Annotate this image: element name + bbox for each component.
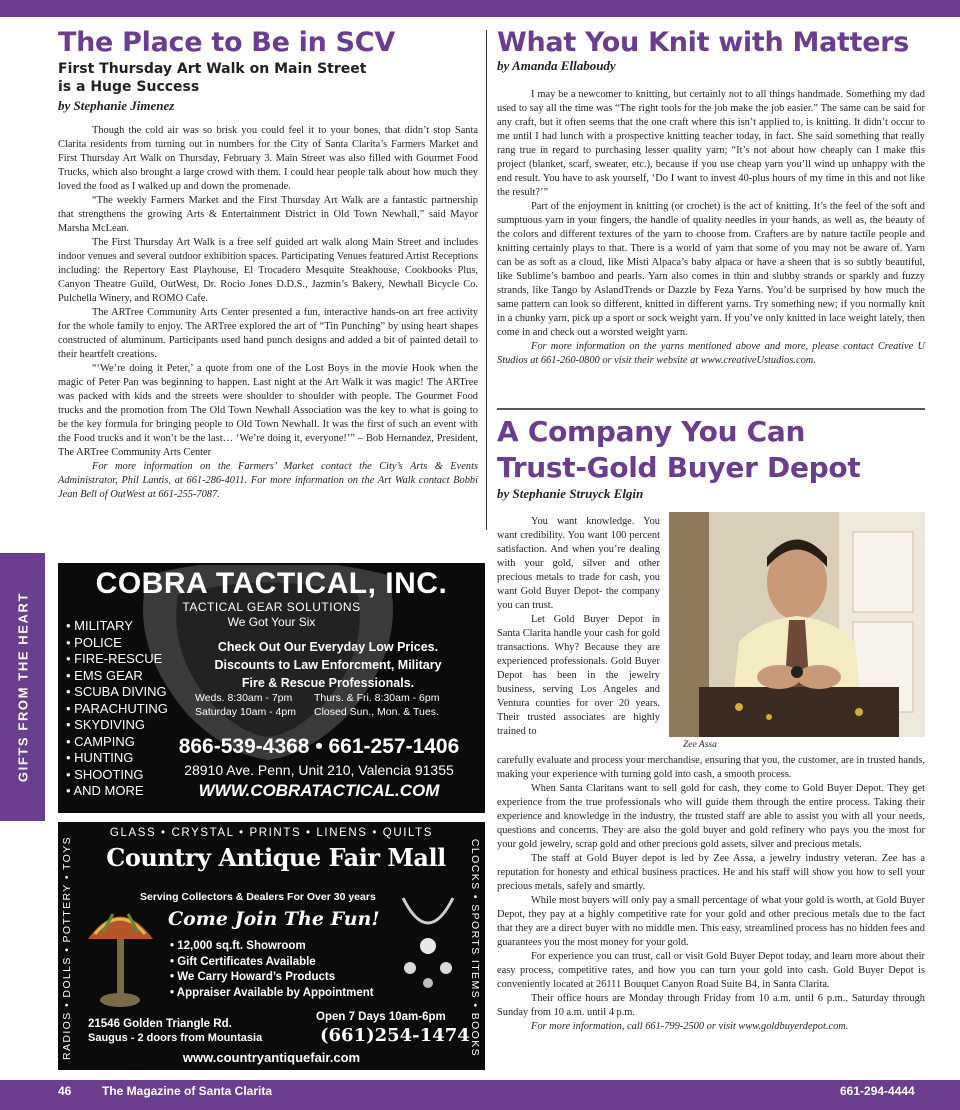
list-item: • PARACHUTING	[66, 701, 168, 718]
article-knitting	[497, 26, 925, 368]
paragraph: You want knowledge. You want credibility. You want 100 percent satisfaction. And when you’re dealing with your gold, silver and other precious metals to trade for cash, you want Gold Buyer Depot- the company you can trust.	[497, 516, 660, 611]
antique-phone: (661)254-1474	[320, 1025, 470, 1046]
antique-serving: Serving Collectors & Dealers For Over 30 years	[140, 891, 376, 903]
list-item: • 12,000 sq.ft. Showroom	[170, 939, 374, 955]
cobra-hours: Saturday 10am - 4pm	[195, 706, 296, 718]
paragraph: While most buyers will only pay a small percentage of what your gold is worth, at Gold Buyer Depot, they pay at a highly competitive rate for your gold and other precious metals due to the fact that they are a direct buyer with no middle men. This easy, streamlined process has no hidden fees and guarantees you the most money for your gold.	[497, 895, 925, 948]
article-gold-buyer-note: For more information, call 661-799-2500 or visit www.goldbuyerdepot.com.	[531, 1021, 849, 1032]
cobra-promo-line: Check Out Our Everyday Low Prices.	[217, 640, 439, 654]
photo-caption: Zee Assa	[683, 740, 717, 750]
cobra-tagline: TACTICAL GEAR SOLUTIONS	[182, 600, 361, 614]
cobra-promo	[198, 638, 458, 692]
list-item: • AND MORE	[66, 783, 168, 800]
top-color-bar	[0, 0, 960, 17]
article-divider	[497, 408, 925, 410]
cobra-slogan: We Got Your Six	[227, 615, 316, 629]
country-antique-ad[interactable]	[58, 822, 485, 1070]
list-item: • SKYDIVING	[66, 717, 168, 734]
article-knitting-note: For more information on the yarns mentioned above and more, please contact Creative U Studios at 661-260-0800 or visit their website at www.creativeUstudios.com.	[497, 341, 925, 366]
paragraph: I may be a newcomer to knitting, but certainly not to all things handmade. Something my dad used to say all the time was “The right tools for the job make the job easier.” The same can be said for any craft, but it often seems that the one craft where this isn’t applied to, is knitting. It didn’t occur to me until I had lunch with a prospective knitting teacher today, in fact. She said something that really rang true in regard to purchasing lesser quality yarn; “It’s not about how cheaply can I make this project (blanket, scarf, sweater, etc.), because if you use cheap yarn you’ll wind up unhappy with the end result. You have to ask yourself, ‘Do I want to invest 40-plus hours of my time in this and not like the result?’”	[497, 89, 925, 198]
list-item: • MILITARY	[66, 618, 168, 635]
paragraph: The ARTree Community Arts Center presented a fun, interactive hands-on art free activity for the whole family to enjoy. The ARTree explored the art of “Tin Punching” by using heart shapes constructed of aluminum. Participants used hand punch designs and added a bit of painted detail to their heartfelt creations.	[58, 307, 478, 360]
list-item: • Gift Certificates Available	[170, 955, 374, 971]
article-art-walk-note: For more information on the Farmers’ Market contact the City’s Arts & Events Administrator, Phil Lantis, at 661-286-4011. For more information on the Art Walk contact Bobbi Jean Bell of OutWest at 661-255-7087.	[58, 461, 478, 500]
tiffany-lamp-icon	[83, 894, 158, 1014]
paragraph: Part of the enjoyment in knitting (or crochet) is the act of knitting. It’s the feel of the soft and sumptuous yarn in your fingers, the handle of quality needles in your hands, as well as, the beauty of the colors and different textures of the yarn to choose from. Crafters are by nature tactile people and knitting certainly plays to that. There is a world of yarn that some of you may not be aware of. Yarn can be as soft as a cloud, like Misti Alpaca’s baby alpaca or have a sheen that is so subtly beautiful, like Sublime’s bamboo and pearls. Yarn also comes in thin and slubby strands or sparkly and fuzzy strands, like Tango by AslandTrends or Dazzle by Feza Yarns. You’d be surprised by how much the same pattern can look so different, knitted in different yarns. Try something new; if you normally knit in a chunky yarn, pick up a sport or sock weight yarn. If you’ve only knitted in lace weight lately, then come in and check out a worsted weight yarn.	[497, 201, 925, 338]
article-gold-buyer-byline: by Stephanie Struyck Elgin	[497, 486, 644, 501]
antique-hours: Open 7 Days 10am-6pm	[316, 1011, 446, 1023]
list-item: • SCUBA DIVING	[66, 684, 168, 701]
antique-address: 21546 Golden Triangle Rd.	[88, 1018, 232, 1030]
column-divider	[486, 30, 487, 530]
antique-name: Country Antique Fair Mall	[106, 843, 446, 872]
paragraph: The staff at Gold Buyer depot is led by Zee Assa, a jewelry industry veteran. Zee has a reputation for honesty and ethical business practices. He and his staff will show you how to sell your precious metals, safely and smartly.	[497, 853, 925, 892]
article-art-walk-body	[58, 124, 478, 502]
list-item: • EMS GEAR	[66, 668, 168, 685]
paragraph: The First Thursday Art Walk is a free self guided art walk along Main Street and includes indoor venues and several outdoor exhibition spaces. Participating Venues featured Artist Receptions including: the Repertory East Playhouse, El Trocadero Mesquite Steakhouse, Cookbooks Plus, Canyon Theatre Guild, OutWest, Dr. Rocio Jones D.D.S., Jazmin’s Bakery, Newhall Bicycle Co. Pulchella Winery, and ROMO Cafe.	[58, 237, 478, 304]
cobra-hours: Thurs. & Fri. 8:30am - 6pm	[314, 692, 440, 704]
antique-join: Come Join The Fun!	[168, 908, 380, 930]
article-gold-buyer-title-1: A Company You Can	[497, 415, 806, 448]
article-knitting-body	[497, 88, 925, 368]
list-item: • SHOOTING	[66, 767, 168, 784]
paragraph: “‘We’re doing it Peter,’ a quote from one of the Lost Boys in the movie Hook when the magic of Peter Pan was beginning to happen. Last night at the Art Walk it was magic! The ARTree was packed with kids and the streets were shoulder to shoulder with people. The Gourmet Food trucks and the promotion from The Old Town Newhall Association was the key to what is going to be the key formula for bringing people to Old Town Newhall. It was the first of such an event with the Food trucks and it won’t be the last… ‘We’re doing it, everyone!’” – Bob Hernandez, President, The ARTree Community Arts Center	[58, 363, 478, 458]
magazine-name: The Magazine of Santa Clarita	[102, 1084, 273, 1098]
cobra-promo-line: Discounts to Law Enforcment, Military	[214, 658, 442, 672]
antique-website-link[interactable]: www.countryantiquefair.com	[182, 1050, 361, 1065]
paragraph: Let Gold Buyer Depot in Santa Clarita handle your cash for gold transactions. Why? Because they are experienced professionals. Gold Buyer Depot has been in the jewelry business, serving Los Angeles and Ventura counties for over 20 years. Their trusted associates are highly trained to	[497, 614, 660, 737]
list-item: • FIRE-RESCUE	[66, 651, 168, 668]
article-art-walk-title: The Place to Be in SCV	[58, 27, 395, 58]
section-side-tab-label: GIFTS FROM THE HEART	[15, 591, 30, 783]
article-gold-buyer-body-wide	[497, 754, 925, 1034]
cobra-website-link[interactable]: WWW.COBRATACTICAL.COM	[198, 781, 440, 800]
list-item: • HUNTING	[66, 750, 168, 767]
section-side-tab	[0, 553, 45, 821]
paragraph: “The weekly Farmers Market and the First Thursday Art Walk are a fantastic partnership that strengthens the growing Arts & Entertainment District in Old Town Newhall,” said Mayor Marsha McLean.	[58, 195, 478, 234]
cobra-hours: Closed Sun., Mon. & Tues.	[314, 706, 439, 718]
cobra-address: 28910 Ave. Penn, Unit 210, Valencia 91355	[184, 762, 454, 778]
zee-assa-photo	[669, 512, 925, 737]
paragraph: For experience you can trust, call or visit Gold Buyer Depot today, and learn more about their easy process, competitive rates, and how you can turn your gold into cash. Gold Buyer Depot is conveniently located at 26111 Bouquet Canyon Road Suite B4, in Santa Clarita.	[497, 951, 925, 990]
cobra-hours: Weds. 8:30am - 7pm	[195, 692, 293, 704]
cobra-tactical-ad[interactable]	[58, 563, 485, 813]
paragraph-continued: carefully evaluate and process your merchandise, ensuring that you, the customer, are in trusted hands, making your experience with turning gold into cash, a smooth process.	[497, 755, 925, 780]
list-item: • POLICE	[66, 635, 168, 652]
list-item: • Appraiser Available by Appointment	[170, 986, 374, 1002]
antique-top-strip: GLASS • CRYSTAL • PRINTS • LINENS • QUILTS	[109, 827, 434, 839]
paragraph: When Santa Claritans want to sell gold for cash, they come to Gold Buyer Depot. They get experience from the true professionals who will guide them through the entire process. Taking their experience and knowledge in the industry, the trusted staff are able to assist you with all your needs, questions and concerns. They are also the gold buyer and gold refinery who pays you the most for your gold jewelry, scrap gold and other precious gold assets, silver and precious metals.	[497, 783, 925, 850]
cobra-phone: 866-539-4368 • 661-257-1406	[178, 735, 460, 758]
article-art-walk-subtitle-1: First Thursday Art Walk on Main Street	[58, 61, 367, 77]
antique-right-strip: CLOCKS • SPORTS ITEMS • BOOKS	[469, 838, 481, 1058]
antique-address-2: Saugus - 2 doors from Mountasia	[88, 1032, 263, 1044]
paragraph: Though the cold air was so brisk you could feel it to your bones, that didn’t stop Santa Clarita residents from turning out in numbers for the City of Santa Clarita’s Farmers Market and First Thursday Art Walk on Thursday, February 3. Main Street was also filled with Gourmet Food Trucks, which also brought a large crowd with them. I could hear people talk about how much they loved the food as I walked up and down the promenade.	[58, 125, 478, 192]
paragraph: Their office hours are Monday through Friday from 10 a.m. until 6 p.m., Saturday through Sunday from 10 a.m. until 4 p.m.	[497, 993, 925, 1018]
jewelry-icon	[388, 888, 468, 998]
page-number: 46	[58, 1084, 72, 1098]
cobra-promo-line: Fire & Rescue Professionals.	[241, 676, 415, 690]
cobra-title: COBRA TACTICAL, INC.	[95, 567, 448, 600]
list-item: • We Carry Howard’s Products	[170, 970, 374, 986]
article-art-walk	[58, 26, 478, 502]
article-gold-buyer-header	[497, 414, 925, 502]
article-knitting-title: What You Knit with Matters	[497, 27, 910, 58]
antique-features-list	[170, 939, 374, 1001]
article-art-walk-subtitle-2: is a Huge Success	[58, 79, 200, 95]
footer-phone: 661-294-4444	[840, 1084, 915, 1098]
antique-left-strip: RADIOS • DOLLS • POTTERY • TOYS	[61, 835, 73, 1061]
article-gold-buyer-body-narrow	[497, 515, 660, 739]
list-item: • CAMPING	[66, 734, 168, 751]
article-gold-buyer-title-2: Trust-Gold Buyer Depot	[497, 451, 861, 484]
article-art-walk-byline: by Stephanie Jimenez	[58, 98, 175, 113]
article-knitting-byline: by Amanda Ellaboudy	[497, 58, 616, 73]
